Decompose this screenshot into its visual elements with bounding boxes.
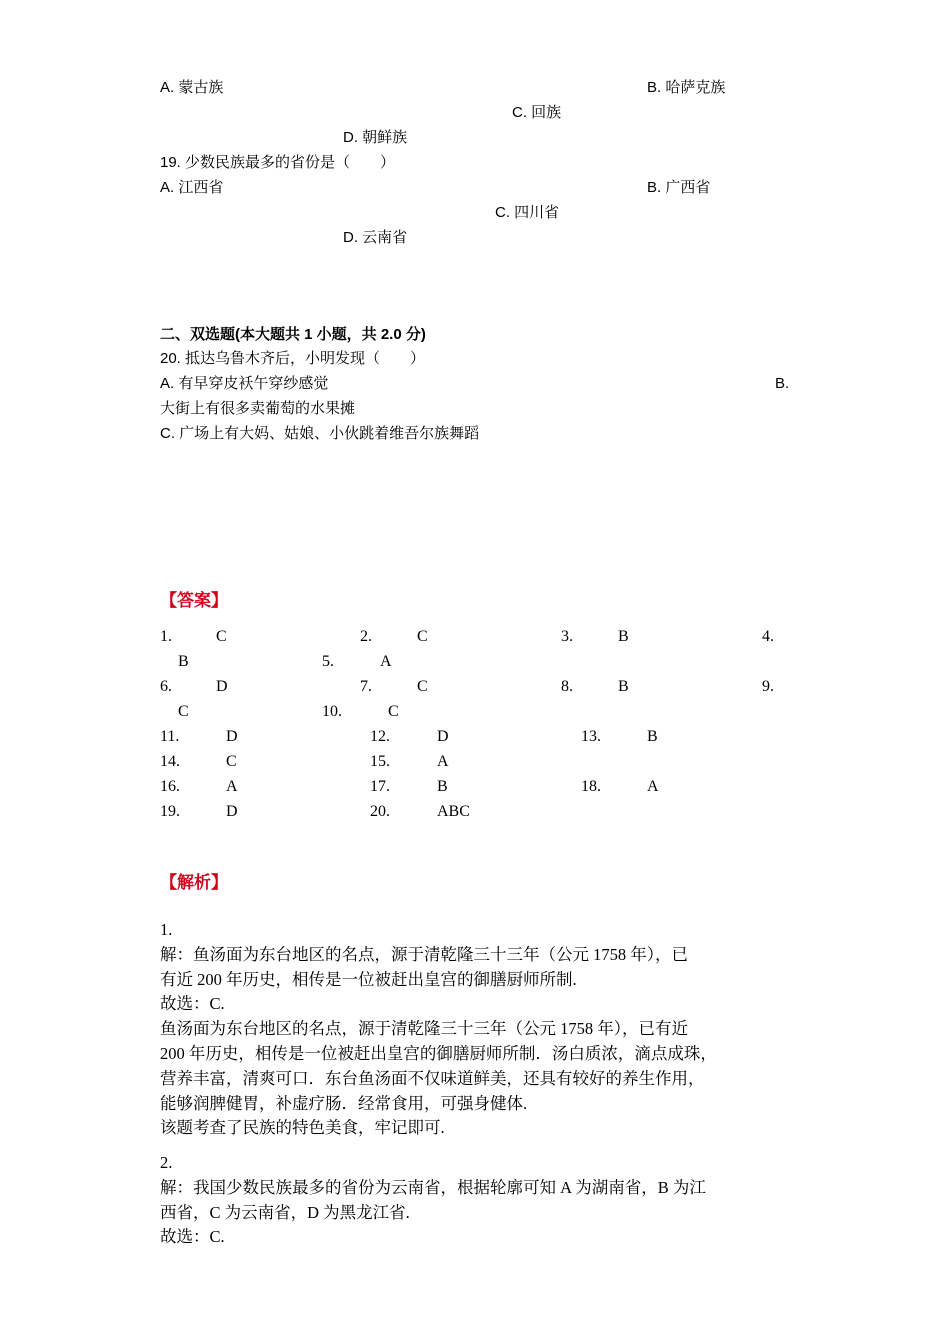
analysis-line: 解：我国少数民族最多的省份为云南省，根据轮廓可知 A 为湖南省，B 为江 [160,1177,706,1197]
q19-option-c: C. 四川省 [495,204,560,221]
answer-number: 10. [322,703,342,720]
answer-value: A [226,778,238,795]
analysis-line: 营养丰富，清爽可口．东台鱼汤面不仅味道鲜美，还具有较好的养生作用， [160,1068,705,1088]
analysis-line: 该题考查了民族的特色美食，牢记即可. [160,1118,445,1138]
analysis-number: 1. [160,920,173,939]
answer-value: C [226,753,237,770]
answer-value: A [647,778,659,795]
q20-stem: 20. 抵达乌鲁木齐后，小明发现（ ） [160,350,426,367]
analysis-line: 有近 200 年历史，相传是一位被赶出皇宫的御膳厨师所制. [160,969,577,989]
answer-value: D [216,678,228,695]
analysis-heading: 【解析】 [160,873,228,892]
answer-number: 2. [360,628,372,645]
q19-option-d: D. 云南省 [343,229,408,246]
q19-option-b: B. 广西省 [647,179,711,196]
answer-number: 20. [370,803,390,820]
analysis-line: 鱼汤面为东台地区的名点，源于清乾隆三十三年（公元 1758 年），已有近 [160,1019,688,1039]
q18-option-a: A. 蒙古族 [160,79,224,96]
answer-number: 16. [160,778,180,795]
answer-number: 14. [160,753,180,770]
q20-option-a: A. 有早穿皮袄午穿纱感觉 [160,375,329,392]
answer-value: C [216,628,227,645]
answer-number: 8. [561,678,573,695]
answer-value: D [226,803,238,820]
analysis-line: 故选：C. [160,994,225,1014]
answer-value: C [417,678,428,695]
answer-number: 15. [370,753,390,770]
answers-heading: 【答案】 [160,591,228,610]
answer-value: B [647,728,658,745]
analysis-number: 2. [160,1153,173,1172]
answer-value: B [178,653,189,670]
answer-value: C [417,628,428,645]
answer-value: A [380,653,392,670]
answer-number: 9. [762,678,774,695]
analysis-item-1 [160,918,800,1141]
answer-value: A [437,753,449,770]
q19-option-a: A. 江西省 [160,179,224,196]
answer-number: 11. [160,728,180,745]
answer-value: D [226,728,238,745]
answer-number: 12. [370,728,390,745]
answer-value: B [437,778,448,795]
answer-number: 18. [581,778,601,795]
q18-option-b: B. 哈萨克族 [647,79,726,96]
answer-number: 6. [160,678,172,695]
section2-heading: 二、双选题(本大题共 1 小题，共 2.0 分) [160,326,426,343]
analysis-item-2 [160,1151,800,1250]
analysis-line: 能够润脾健胃，补虚疗肠．经常食用，可强身健体. [160,1093,528,1113]
answer-value: B [618,628,629,645]
answer-value: C [178,703,189,720]
answer-number: 5. [322,653,334,670]
answer-number: 4. [762,628,774,645]
analysis-line: 200 年历史，相传是一位被赶出皇宫的御膳厨师所制．汤白质浓，滴点成珠， [160,1043,717,1063]
q20-option-b-text: 大街上有很多卖葡萄的水果摊 [160,400,356,417]
answer-value: C [388,703,399,720]
analysis-line: 解：鱼汤面为东台地区的名点，源于清乾隆三十三年（公元 1758 年），已 [160,944,688,964]
answer-value: D [437,728,449,745]
analysis-line: 西省，C 为云南省，D 为黑龙江省. [160,1202,410,1222]
q18-option-d: D. 朝鲜族 [343,129,408,146]
analysis-line: 故选：C. [160,1227,225,1247]
answer-value: ABC [437,803,470,820]
q18-option-c: C. 回族 [512,104,562,121]
q19-stem: 19. 少数民族最多的省份是（ ） [160,154,396,171]
answer-value: B [618,678,629,695]
answer-number: 17. [370,778,390,795]
answer-number: 3. [561,628,573,645]
answer-number: 13. [581,728,601,745]
q20-option-b-label: B. [775,375,790,392]
q20-option-c: C. 广场上有大妈、姑娘、小伙跳着维吾尔族舞蹈 [160,425,480,442]
answer-number: 19. [160,803,180,820]
answer-number: 1. [160,628,172,645]
answer-number: 7. [360,678,372,695]
